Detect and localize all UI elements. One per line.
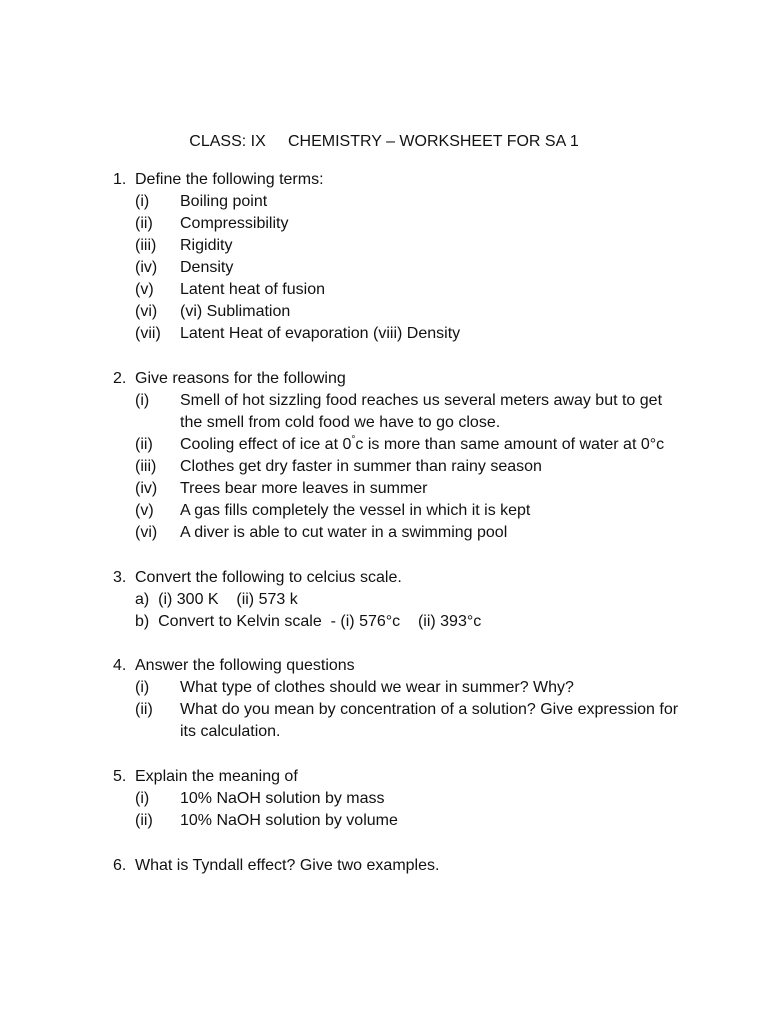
item-text: Latent heat of fusion [180,281,325,298]
list-item [135,191,713,213]
item-label: (i) [135,193,150,210]
item-text-part: c is more than same amount of water at 0°c [355,436,665,453]
question-number: 5. [113,768,127,785]
item-text: Clothes get dry faster in summer than rainy season [180,458,542,475]
list-item [135,677,713,699]
item-label: (iv) [135,259,158,276]
question-number: 2. [113,370,127,387]
item-text: Latent Heat of evaporation (viii) Density [180,325,461,342]
question-text: Convert the following to celcius scale. [135,569,402,586]
item-label: (iv) [135,480,158,497]
list-item [135,235,713,257]
item-text: What do you mean by concentration of a solution? Give expression for its calculation. [180,701,679,740]
question-number: 3. [113,569,127,586]
item-list [135,788,713,832]
item-label: (ii) [135,215,153,232]
list-item [135,478,713,500]
sub-question: b) Convert to Kelvin scale - (i) 576°c (ii) 393°c [135,613,482,630]
item-text: A diver is able to cut water in a swimming pool [180,524,508,541]
question-text: Define the following terms: [135,171,324,188]
item-text: A gas fills completely the vessel in which it is kept [180,502,531,519]
question-text: Answer the following questions [135,657,355,674]
list-item [135,434,713,456]
degree-superscript: ° [351,434,356,446]
list-item [135,699,713,743]
item-label: (ii) [135,701,153,718]
question-4 [113,655,713,743]
list-item [135,301,713,323]
list-item [135,810,713,832]
item-label: (i) [135,392,150,409]
item-text: 10% NaOH solution by mass [180,790,385,807]
item-text: (vi) Sublimation [180,303,291,320]
item-label: (i) [135,679,150,696]
list-item [135,279,713,301]
question-3 [113,567,713,633]
item-text-part: Cooling effect of ice at 0 [180,436,352,453]
list-item [135,257,713,279]
question-number: 1. [113,171,127,188]
item-label: (iii) [135,458,157,475]
list-item [135,456,713,478]
question-number: 6. [113,857,127,874]
item-text: Smell of hot sizzling food reaches us several meters away but to get the smell from cold food we have to go close. [180,392,663,431]
list-item [135,323,713,345]
question-2 [113,368,713,544]
item-label: (vi) [135,303,158,320]
item-list [135,390,713,544]
question-text: Give reasons for the following [135,370,346,387]
question-number: 4. [113,657,127,674]
item-text: Density [180,259,234,276]
item-label: (ii) [135,812,153,829]
list-item [135,788,713,810]
item-text: Rigidity [180,237,233,254]
question-text: Explain the meaning of [135,768,298,785]
item-text [180,434,685,456]
question-6 [113,855,713,877]
worksheet-title: CLASS: IX CHEMISTRY – WORKSHEET FOR SA 1 [189,133,579,150]
sub-question: a) (i) 300 K (ii) 573 k [135,591,298,608]
item-label: (v) [135,502,154,519]
question-text: What is Tyndall effect? Give two examples. [135,857,440,874]
question-5 [113,766,713,832]
item-text: Compressibility [180,215,289,232]
question-1 [113,169,713,345]
item-list [135,677,713,743]
item-label: (vii) [135,325,161,342]
list-item [135,500,713,522]
list-item [135,390,713,434]
item-label: (i) [135,790,150,807]
item-text: Trees bear more leaves in summer [180,480,428,497]
item-label: (v) [135,281,154,298]
list-item [135,522,713,544]
item-label: (iii) [135,237,157,254]
list-item [135,213,713,235]
item-list [135,191,713,345]
item-text: Boiling point [180,193,268,210]
item-label: (ii) [135,436,153,453]
item-text: What type of clothes should we wear in summer? Why? [180,679,574,696]
item-label: (vi) [135,524,158,541]
item-text: 10% NaOH solution by volume [180,812,398,829]
